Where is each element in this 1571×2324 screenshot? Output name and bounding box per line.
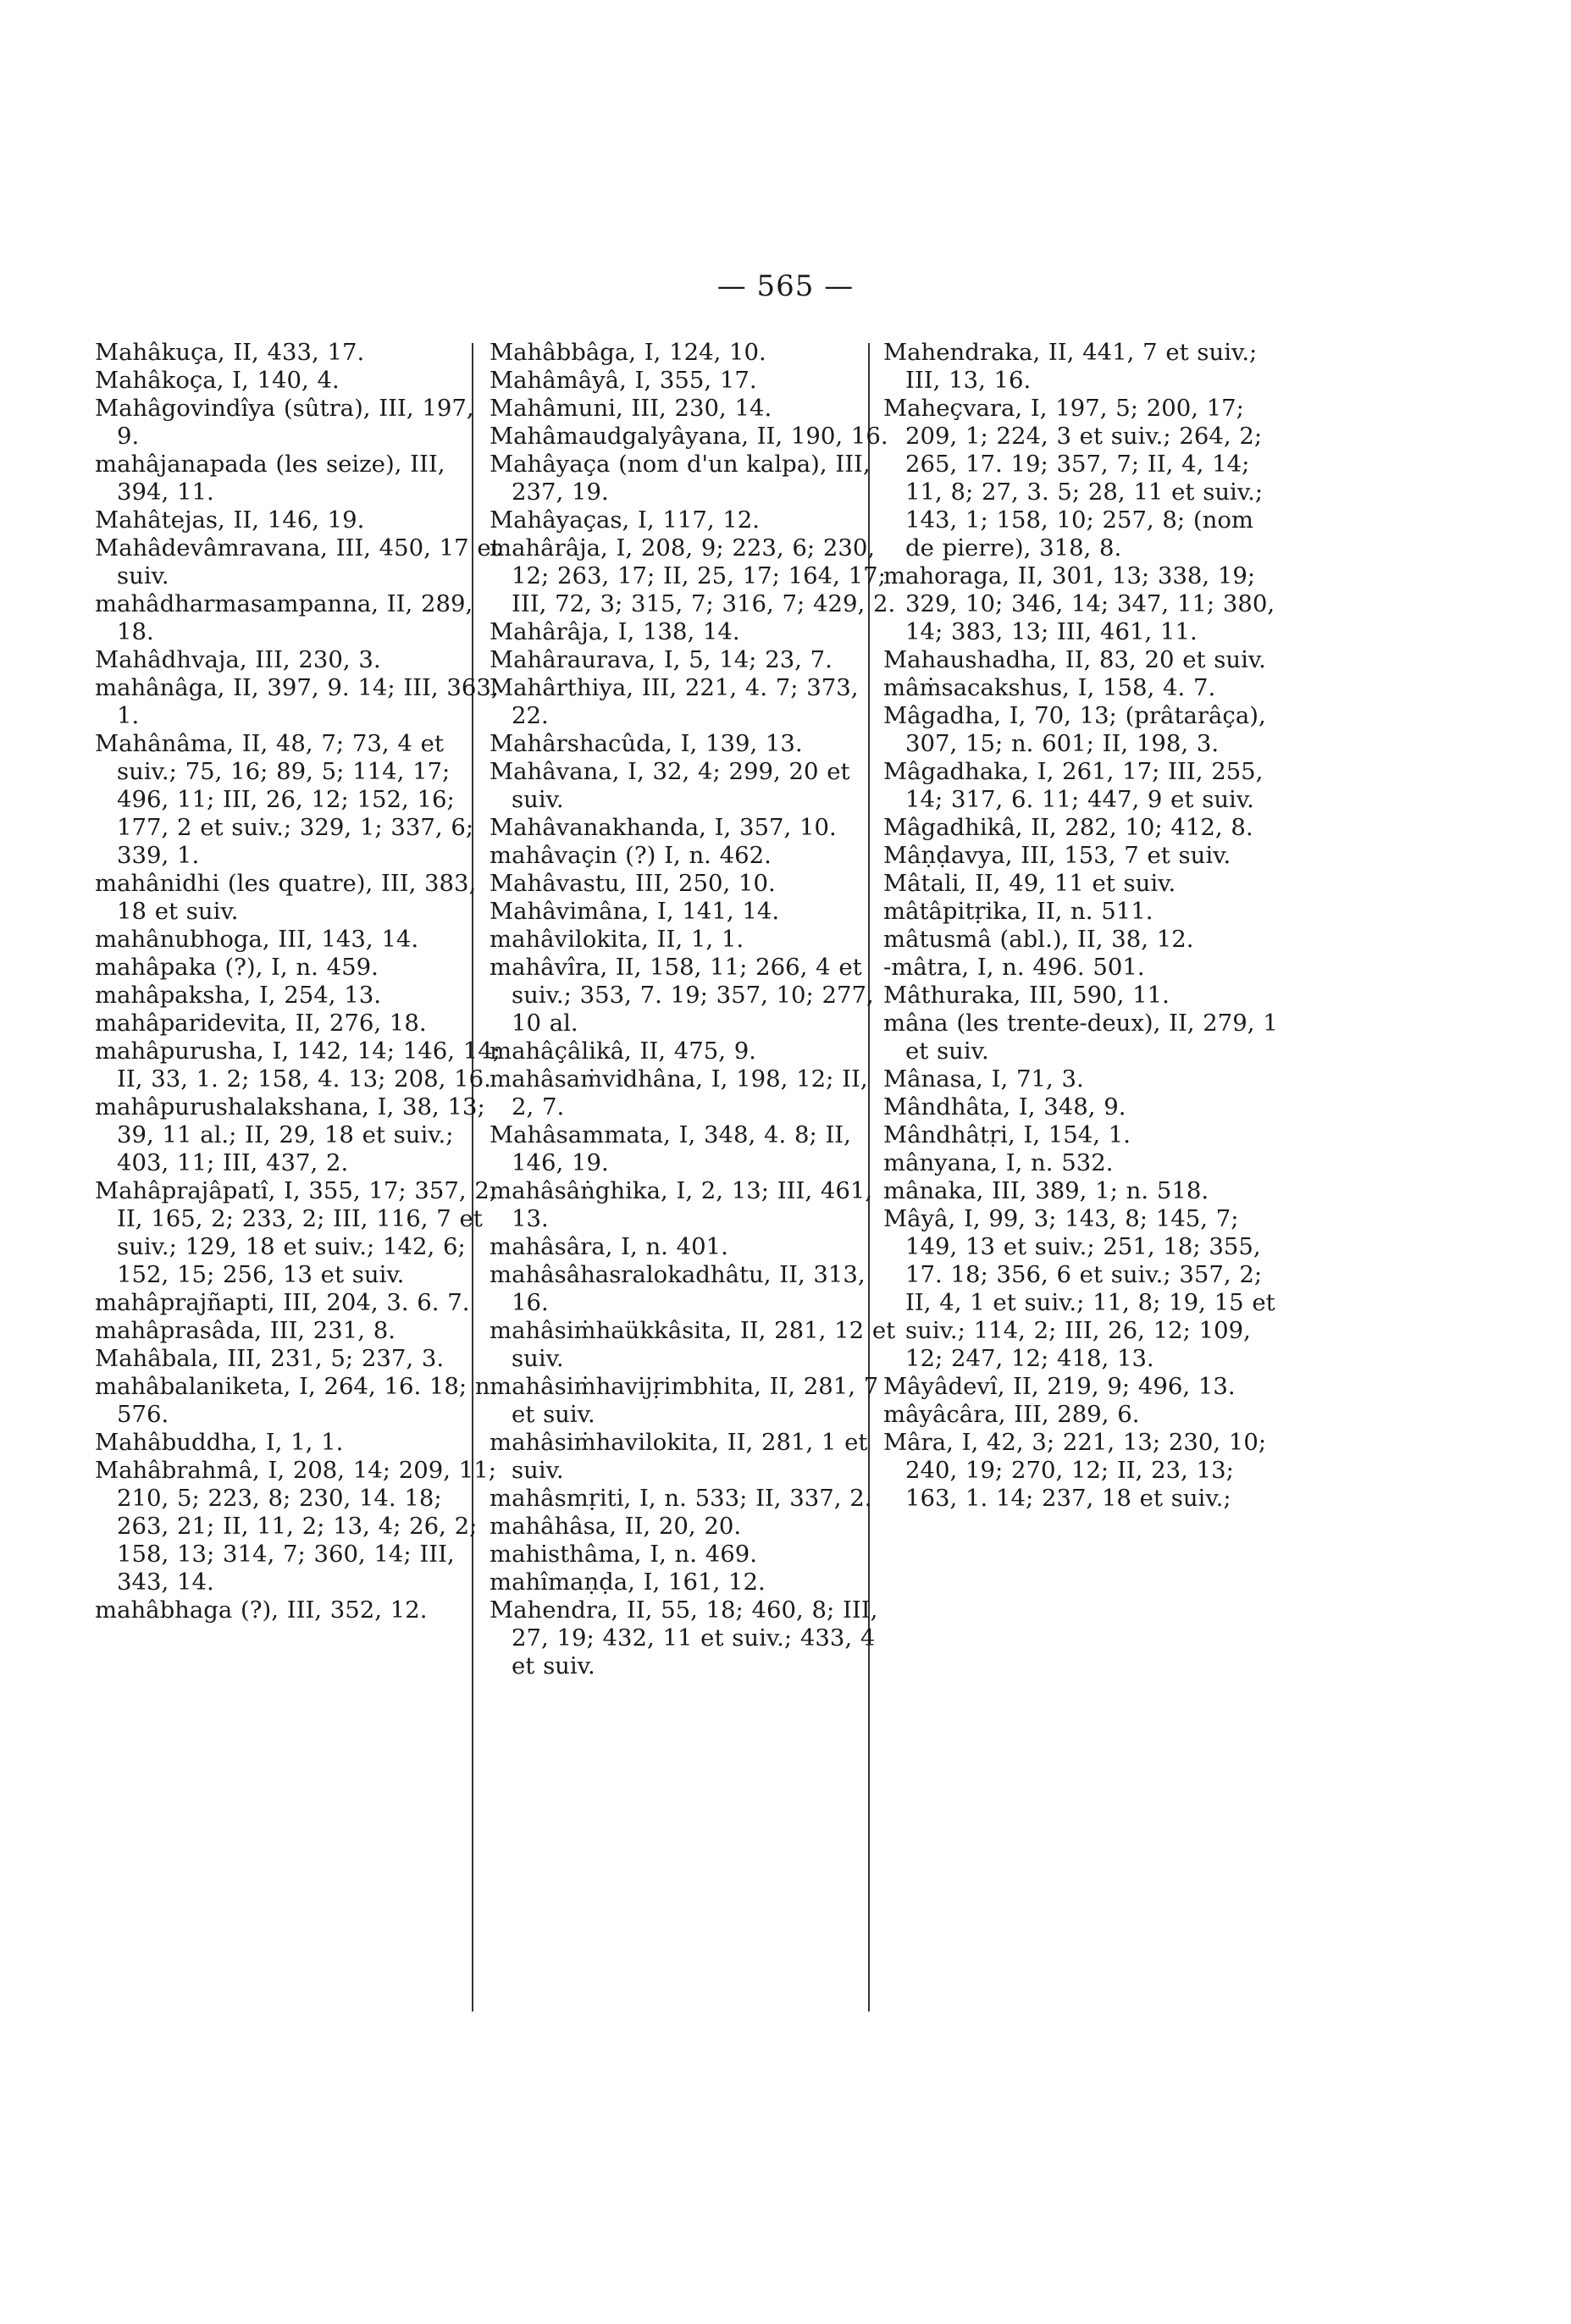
index-entry: -mâtra, I, n. 496. 501. <box>883 954 1145 981</box>
index-entry: Mahâkuça, II, 433, 17. <box>95 339 365 366</box>
index-entry: mahâvîra, II, 158, 11; 266, 4 et suiv.; 353, 7. 19; 357, 10; 277, 10 al. <box>490 954 874 1037</box>
index-entry: mahâsiṁhaükkâsita, II, 281, 12 et suiv. <box>490 1317 896 1372</box>
index-entry: mahâbhaga (?), III, 352, 12. <box>95 1596 428 1624</box>
page-number: — 565 — <box>716 269 855 303</box>
index-entry: Mahâvanakhanda, I, 357, 10. <box>490 814 837 841</box>
index-entry: mahârâja, I, 208, 9; 223, 6; 230, 12; 263, 17; II, 25, 17; 164, 17; III, 72, 3; 315, 7; 316, 7; 429, 2. <box>490 534 896 617</box>
index-entry: Mâthuraka, III, 590, 11. <box>883 982 1170 1009</box>
index-entry: Mâgadhikâ, II, 282, 10; 412, 8. <box>883 814 1253 841</box>
index-entry: mahâdharmasampanna, II, 289, 18. <box>95 590 473 645</box>
index-entry: mahâhâsa, II, 20, 20. <box>490 1513 742 1540</box>
index-entry: Mâyâ, I, 99, 3; 143, 8; 145, 7; 149, 13 et suiv.; 251, 18; 355, 17. 18; 356, 6 et suiv.; 357, 2; II, 4, 1 et suiv.; 11, 8; 19, 15 et suiv.; 114, 2; III, 26, 12; 109, 12; 247, 12; 418, 13. <box>883 1205 1275 1372</box>
index-entry: Mâra, I, 42, 3; 221, 13; 230, 10; 240, 19; 270, 12; II, 23, 13; 163, 1. 14; 237, 18 et suiv.; <box>883 1429 1267 1512</box>
index-entry: mahâsmṛiti, I, n. 533; II, 337, 2. <box>490 1485 872 1512</box>
index-entry: mahîmaṇḍa, I, 161, 12. <box>490 1569 766 1596</box>
index-entry: mânaka, III, 389, 1; n. 518. <box>883 1177 1209 1204</box>
index-entry: mâyâcâra, III, 289, 6. <box>883 1401 1140 1428</box>
index-entry: mahâçâlikâ, II, 475, 9. <box>490 1038 756 1065</box>
index-entry: mahisthâma, I, n. 469. <box>490 1541 757 1568</box>
index-entry: Mahâvimâna, I, 141, 14. <box>490 898 780 925</box>
index-entry: mahoraga, II, 301, 13; 338, 19; 329, 10; 346, 14; 347, 11; 380, 14; 383, 13; III, 461, 11. <box>883 562 1275 645</box>
index-entry: Mahâmaudgalyâyana, II, 190, 16. <box>490 423 888 450</box>
index-entry: Mândhâta, I, 348, 9. <box>883 1093 1126 1120</box>
index-entry: Mândhâtṛi, I, 154, 1. <box>883 1121 1131 1148</box>
index-entry: Mahâraurava, I, 5, 14; 23, 7. <box>490 646 833 673</box>
index-entry: mahâjanapada (les seize), III, 394, 11. <box>95 451 445 506</box>
index-entry: Mahâyaças, I, 117, 12. <box>490 506 761 534</box>
index-entry: Mahârthiya, III, 221, 4. 7; 373, 22. <box>490 674 859 729</box>
index-entry: Mâtali, II, 49, 11 et suiv. <box>883 870 1176 897</box>
index-entry: mahânidhi (les quatre), III, 383, 18 et suiv. <box>95 870 477 925</box>
index-entry: Mahaushadha, II, 83, 20 et suiv. <box>883 646 1266 673</box>
index-entry: mahâprajñapti, III, 204, 3. 6. 7. <box>95 1289 470 1316</box>
index-entry: mahâsâra, I, n. 401. <box>490 1233 728 1260</box>
index-entry: mahâparidevita, II, 276, 18. <box>95 1010 427 1037</box>
index-column-2 <box>490 339 896 1680</box>
index-entry: mahâsâhasralokadhâtu, II, 313, 16. <box>490 1261 866 1316</box>
index-entry: Mahâvastu, III, 250, 10. <box>490 870 776 897</box>
index-entry: mahâpurusha, I, 142, 14; 146, 14; II, 33, 1. 2; 158, 4. 13; 208, 16. <box>95 1038 501 1093</box>
index-entry: Mahâsammata, I, 348, 4. 8; II, 146, 19. <box>490 1121 851 1176</box>
index-entry: mânyana, I, n. 532. <box>883 1149 1114 1176</box>
index-entry: Mâgadha, I, 70, 13; (prâtarâça), 307, 15; n. 601; II, 198, 3. <box>883 702 1266 757</box>
index-entry: mahâpurushalakshana, I, 38, 13; 39, 11 al.; II, 29, 18 et suiv.; 403, 11; III, 437, 2. <box>95 1093 485 1176</box>
index-entry: mahânubhoga, III, 143, 14. <box>95 926 419 953</box>
index-entry: mahâbalaniketa, I, 264, 16. 18; n. 576. <box>95 1373 498 1428</box>
index-entry: mahâpaksha, I, 254, 13. <box>95 982 381 1009</box>
index-entry: Mâyâdevî, II, 219, 9; 496, 13. <box>883 1373 1236 1400</box>
index-entry: mâtusmâ (abl.), II, 38, 12. <box>883 926 1194 953</box>
index-entry: mahâsiṁhavilokita, II, 281, 1 et suiv. <box>490 1429 868 1484</box>
index-entry: Mânasa, I, 71, 3. <box>883 1065 1084 1093</box>
index-entry: Mahâdevâmravana, III, 450, 17 et suiv. <box>95 534 501 589</box>
index-entry: mâna (les trente-deux), II, 279, 1 et suiv. <box>883 1010 1278 1065</box>
index-entry: mahâpaka (?), I, n. 459. <box>95 954 379 981</box>
index-entry: Mahâmâyâ, I, 355, 17. <box>490 367 757 394</box>
index-entry: Mahendraka, II, 441, 7 et suiv.; III, 13, 16. <box>883 339 1258 394</box>
index-entry: mâtâpitṛika, II, n. 511. <box>883 898 1153 925</box>
index-entry: Mahâbrahmâ, I, 208, 14; 209, 11; 210, 5; 223, 8; 230, 14. 18; 263, 21; II, 11, 2; 13, 4; 26, 2; 158, 13; 314, 7; 360, 14; III, 343, 14. <box>95 1457 497 1596</box>
index-entry: mâṁsacakshus, I, 158, 4. 7. <box>883 674 1216 701</box>
index-entry: mahâsiṁhavijṛimbhita, II, 281, 7 et suiv. <box>490 1373 879 1428</box>
index-entry: mahâvilokita, II, 1, 1. <box>490 926 744 953</box>
index-entry: Mahâtejas, II, 146, 19. <box>95 506 365 534</box>
index-entry: mahânâga, II, 397, 9. 14; III, 363, 1. <box>95 674 499 729</box>
index-entry: Mahâbala, III, 231, 5; 237, 3. <box>95 1345 445 1372</box>
index-entry: Mahâvana, I, 32, 4; 299, 20 et suiv. <box>490 758 850 813</box>
index-entry: Mahâbbâga, I, 124, 10. <box>490 339 766 366</box>
index-entry: Mahârshacûda, I, 139, 13. <box>490 730 803 757</box>
index-entry: Maheçvara, I, 197, 5; 200, 17; 209, 1; 224, 3 et suiv.; 264, 2; 265, 17. 19; 357, 7; II, 4, 14; 11, 8; 27, 3. 5; 28, 11 et suiv.; 143, 1; 158, 10; 257, 8; (nom de pierre), 318, 8. <box>883 395 1264 562</box>
index-entry: Mâgadhaka, I, 261, 17; III, 255, 14; 317, 6. 11; 447, 9 et suiv. <box>883 758 1264 813</box>
index-entry: Mahârâja, I, 138, 14. <box>490 618 740 645</box>
index-entry: Mahânâma, II, 48, 7; 73, 4 et suiv.; 75, 16; 89, 5; 114, 17; 496, 11; III, 26, 12; 152, 16; 177, 2 et suiv.; 329, 1; 337, 6; 339, 1. <box>95 730 474 869</box>
index-entry: Mahâyaça (nom d'un kalpa), III, 237, 19. <box>490 451 871 506</box>
index-entry: Mahâprajâpatî, I, 355, 17; 357, 2; II, 165, 2; 233, 2; III, 116, 7 et suiv.; 129, 18 et suiv.; 142, 6; 152, 15; 256, 13 et suiv. <box>95 1177 498 1288</box>
index-entry: Mahâmuni, III, 230, 14. <box>490 395 772 422</box>
index-column-1 <box>95 339 501 1624</box>
index-entry: Mahâgovindîya (sûtra), III, 197, 9. <box>95 395 474 450</box>
index-entry: mahâvaçin (?) I, n. 462. <box>490 842 772 869</box>
index-column-3 <box>883 339 1290 1513</box>
index-entry: Mahâkoça, I, 140, 4. <box>95 367 340 394</box>
index-entry: mahâprasâda, III, 231, 8. <box>95 1317 396 1344</box>
index-entry: Mahâbuddha, I, 1, 1. <box>95 1429 344 1456</box>
index-entry: Mâṇḍavya, III, 153, 7 et suiv. <box>883 842 1231 869</box>
index-entry: mahâsâṅghika, I, 2, 13; III, 461, 13. <box>490 1177 873 1232</box>
index-entry: Mahâdhvaja, III, 230, 3. <box>95 646 381 673</box>
index-entry: Mahendra, II, 55, 18; 460, 8; III, 27, 19; 432, 11 et suiv.; 433, 4 et suiv. <box>490 1596 878 1679</box>
index-entry: mahâsaṁvidhâna, I, 198, 12; II, 2, 7. <box>490 1065 868 1120</box>
